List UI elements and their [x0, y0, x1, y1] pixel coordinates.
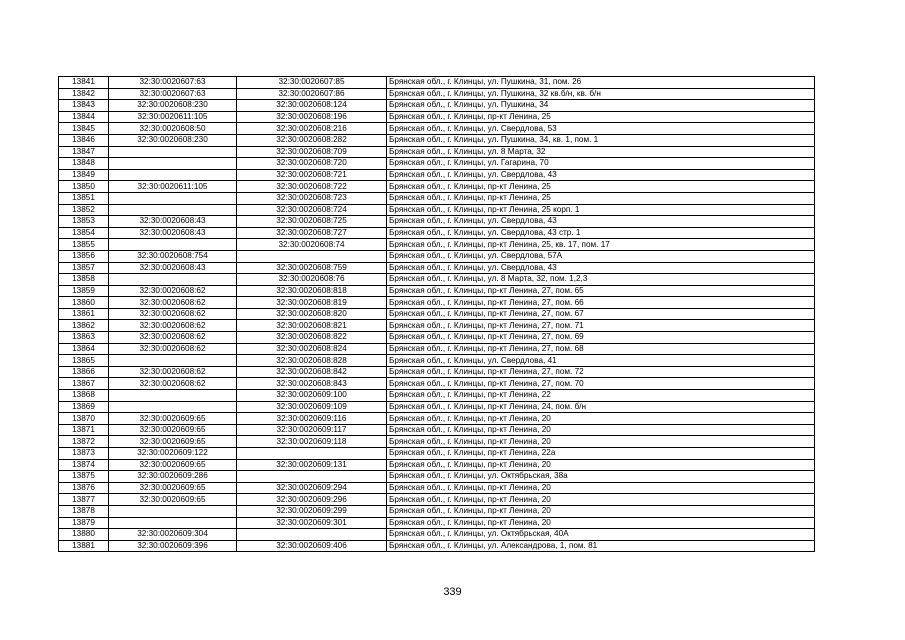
land-cadastral-number-cell: 32:30:0020608:43 [109, 216, 237, 228]
land-cadastral-number-cell: 32:30:0020607:63 [109, 88, 237, 100]
row-number-cell: 13877 [59, 494, 109, 506]
address-cell: Брянская обл., г. Клинцы, пр-кт Ленина, 20 [387, 505, 815, 517]
land-cadastral-number-cell [109, 169, 237, 181]
address-cell: Брянская обл., г. Клинцы, пр-кт Ленина, 25 [387, 181, 815, 193]
row-number-cell: 13841 [59, 77, 109, 89]
address-cell: Брянская обл., г. Клинцы, ул. Свердлова, 43 [387, 216, 815, 228]
table-row [59, 320, 815, 332]
address-cell: Брянская обл., г. Клинцы, пр-кт Ленина, 27, пом. 72 [387, 366, 815, 378]
land-cadastral-number-cell [109, 239, 237, 251]
table-row [59, 366, 815, 378]
land-cadastral-number-cell: 32:30:0020608:43 [109, 227, 237, 239]
object-cadastral-number-cell: 32:30:0020609:117 [237, 424, 387, 436]
row-number-cell: 13853 [59, 216, 109, 228]
row-number-cell: 13854 [59, 227, 109, 239]
table-row [59, 146, 815, 158]
table-row [59, 494, 815, 506]
land-cadastral-number-cell [109, 505, 237, 517]
land-cadastral-number-cell: 32:30:0020609:65 [109, 424, 237, 436]
object-cadastral-number-cell: 32:30:0020608:759 [237, 262, 387, 274]
land-cadastral-number-cell [109, 517, 237, 529]
address-cell: Брянская обл., г. Клинцы, ул. Октябрьская, 40А [387, 529, 815, 541]
row-number-cell: 13850 [59, 181, 109, 193]
object-cadastral-number-cell: 32:30:0020608:828 [237, 355, 387, 367]
table-row [59, 540, 815, 552]
row-number-cell: 13866 [59, 366, 109, 378]
address-cell: Брянская обл., г. Клинцы, пр-кт Ленина, 20 [387, 424, 815, 436]
address-cell: Брянская обл., г. Клинцы, пр-кт Ленина, 27, пом. 66 [387, 297, 815, 309]
table-row [59, 297, 815, 309]
table-row [59, 343, 815, 355]
row-number-cell: 13847 [59, 146, 109, 158]
object-cadastral-number-cell: 32:30:0020609:406 [237, 540, 387, 552]
row-number-cell: 13856 [59, 250, 109, 262]
object-cadastral-number-cell: 32:30:0020608:727 [237, 227, 387, 239]
land-cadastral-number-cell: 32:30:0020609:65 [109, 459, 237, 471]
table-row [59, 239, 815, 251]
object-cadastral-number-cell [237, 529, 387, 541]
row-number-cell: 13874 [59, 459, 109, 471]
object-cadastral-number-cell [237, 471, 387, 483]
row-number-cell: 13873 [59, 448, 109, 460]
table-row [59, 424, 815, 436]
land-cadastral-number-cell [109, 192, 237, 204]
address-cell: Брянская обл., г. Клинцы, пр-кт Ленина, 27, пом. 68 [387, 343, 815, 355]
object-cadastral-number-cell: 32:30:0020609:116 [237, 413, 387, 425]
table-row [59, 77, 815, 89]
page-number: 339 [443, 586, 462, 598]
table-row [59, 517, 815, 529]
object-cadastral-number-cell: 32:30:0020608:822 [237, 332, 387, 344]
row-number-cell: 13843 [59, 100, 109, 112]
object-cadastral-number-cell: 32:30:0020608:724 [237, 204, 387, 216]
address-cell: Брянская обл., г. Клинцы, ул. Гагарина, 70 [387, 158, 815, 170]
land-cadastral-number-cell: 32:30:0020608:62 [109, 378, 237, 390]
land-cadastral-number-cell: 32:30:0020608:62 [109, 320, 237, 332]
table-row [59, 401, 815, 413]
address-cell: Брянская обл., г. Клинцы, пр-кт Ленина, 25 [387, 111, 815, 123]
table-row [59, 88, 815, 100]
address-cell: Брянская обл., г. Клинцы, ул. Пушкина, 31, пом. 26 [387, 77, 815, 89]
land-cadastral-number-cell: 32:30:0020611:105 [109, 181, 237, 193]
table-row [59, 471, 815, 483]
land-cadastral-number-cell: 32:30:0020609:396 [109, 540, 237, 552]
registry-table [58, 76, 815, 552]
land-cadastral-number-cell: 32:30:0020608:62 [109, 308, 237, 320]
address-cell: Брянская обл., г. Клинцы, пр-кт Ленина, 20 [387, 413, 815, 425]
row-number-cell: 13860 [59, 297, 109, 309]
row-number-cell: 13851 [59, 192, 109, 204]
address-cell: Брянская обл., г. Клинцы, ул. Свердлова, 53 [387, 123, 815, 135]
address-cell: Брянская обл., г. Клинцы, пр-кт Ленина, 25 корп. 1 [387, 204, 815, 216]
land-cadastral-number-cell: 32:30:0020608:62 [109, 285, 237, 297]
table-row [59, 111, 815, 123]
table-row [59, 482, 815, 494]
table-row [59, 436, 815, 448]
table-row [59, 308, 815, 320]
address-cell: Брянская обл., г. Клинцы, пр-кт Ленина, 20 [387, 482, 815, 494]
object-cadastral-number-cell: 32:30:0020608:819 [237, 297, 387, 309]
object-cadastral-number-cell: 32:30:0020608:821 [237, 320, 387, 332]
table-row [59, 181, 815, 193]
address-cell: Брянская обл., г. Клинцы, ул. Пушкина, 34 [387, 100, 815, 112]
address-cell: Брянская обл., г. Клинцы, ул. Пушкина, 32 кв.б/н, кв. б/н [387, 88, 815, 100]
row-number-cell: 13858 [59, 274, 109, 286]
table-row [59, 390, 815, 402]
object-cadastral-number-cell: 32:30:0020607:86 [237, 88, 387, 100]
row-number-cell: 13852 [59, 204, 109, 216]
address-cell: Брянская обл., г. Клинцы, пр-кт Ленина, 27, пом. 67 [387, 308, 815, 320]
land-cadastral-number-cell [109, 355, 237, 367]
land-cadastral-number-cell: 32:30:0020609:122 [109, 448, 237, 460]
object-cadastral-number-cell: 32:30:0020609:109 [237, 401, 387, 413]
object-cadastral-number-cell: 32:30:0020609:100 [237, 390, 387, 402]
row-number-cell: 13878 [59, 505, 109, 517]
object-cadastral-number-cell: 32:30:0020609:118 [237, 436, 387, 448]
object-cadastral-number-cell: 32:30:0020609:131 [237, 459, 387, 471]
table-row [59, 332, 815, 344]
table-row [59, 355, 815, 367]
object-cadastral-number-cell [237, 448, 387, 460]
row-number-cell: 13881 [59, 540, 109, 552]
table-row [59, 158, 815, 170]
row-number-cell: 13863 [59, 332, 109, 344]
land-cadastral-number-cell: 32:30:0020608:62 [109, 343, 237, 355]
object-cadastral-number-cell: 32:30:0020609:299 [237, 505, 387, 517]
table-row [59, 262, 815, 274]
land-cadastral-number-cell: 32:30:0020608:62 [109, 366, 237, 378]
object-cadastral-number-cell: 32:30:0020609:301 [237, 517, 387, 529]
object-cadastral-number-cell: 32:30:0020608:721 [237, 169, 387, 181]
table-row [59, 100, 815, 112]
row-number-cell: 13865 [59, 355, 109, 367]
table-row [59, 448, 815, 460]
land-cadastral-number-cell: 32:30:0020608:230 [109, 100, 237, 112]
address-cell: Брянская обл., г. Клинцы, пр-кт Ленина, 25, кв. 17, пом. 17 [387, 239, 815, 251]
land-cadastral-number-cell: 32:30:0020608:62 [109, 332, 237, 344]
table-row [59, 192, 815, 204]
address-cell: Брянская обл., г. Клинцы, ул. 8 Марта, 32, пом. 1,2,3 [387, 274, 815, 286]
object-cadastral-number-cell: 32:30:0020608:818 [237, 285, 387, 297]
address-cell: Брянская обл., г. Клинцы, пр-кт Ленина, 27, пом. 69 [387, 332, 815, 344]
object-cadastral-number-cell: 32:30:0020608:725 [237, 216, 387, 228]
land-cadastral-number-cell: 32:30:0020607:63 [109, 77, 237, 89]
land-cadastral-number-cell [109, 274, 237, 286]
object-cadastral-number-cell: 32:30:0020608:74 [237, 239, 387, 251]
row-number-cell: 13869 [59, 401, 109, 413]
object-cadastral-number-cell: 32:30:0020608:723 [237, 192, 387, 204]
row-number-cell: 13848 [59, 158, 109, 170]
row-number-cell: 13861 [59, 308, 109, 320]
address-cell: Брянская обл., г. Клинцы, пр-кт Ленина, 27, пом. 70 [387, 378, 815, 390]
address-cell: Брянская обл., г. Клинцы, пр-кт Ленина, 22а [387, 448, 815, 460]
row-number-cell: 13876 [59, 482, 109, 494]
row-number-cell: 13868 [59, 390, 109, 402]
registry-table-body [59, 77, 815, 552]
row-number-cell: 13870 [59, 413, 109, 425]
land-cadastral-number-cell: 32:30:0020608:230 [109, 134, 237, 146]
land-cadastral-number-cell: 32:30:0020609:65 [109, 482, 237, 494]
row-number-cell: 13859 [59, 285, 109, 297]
address-cell: Брянская обл., г. Клинцы, пр-кт Ленина, 27, пом. 71 [387, 320, 815, 332]
table-row [59, 285, 815, 297]
row-number-cell: 13880 [59, 529, 109, 541]
object-cadastral-number-cell: 32:30:0020608:722 [237, 181, 387, 193]
table-row [59, 123, 815, 135]
address-cell: Брянская обл., г. Клинцы, ул. Свердлова, 43 [387, 169, 815, 181]
object-cadastral-number-cell: 32:30:0020608:216 [237, 123, 387, 135]
object-cadastral-number-cell: 32:30:0020608:196 [237, 111, 387, 123]
row-number-cell: 13845 [59, 123, 109, 135]
object-cadastral-number-cell: 32:30:0020607:85 [237, 77, 387, 89]
row-number-cell: 13857 [59, 262, 109, 274]
row-number-cell: 13867 [59, 378, 109, 390]
table-row [59, 529, 815, 541]
table-row [59, 378, 815, 390]
land-cadastral-number-cell [109, 146, 237, 158]
row-number-cell: 13855 [59, 239, 109, 251]
address-cell: Брянская обл., г. Клинцы, пр-кт Ленина, 25 [387, 192, 815, 204]
address-cell: Брянская обл., г. Клинцы, пр-кт Ленина, 20 [387, 517, 815, 529]
object-cadastral-number-cell: 32:30:0020608:720 [237, 158, 387, 170]
address-cell: Брянская обл., г. Клинцы, ул. 8 Марта, 32 [387, 146, 815, 158]
row-number-cell: 13846 [59, 134, 109, 146]
table-row [59, 459, 815, 471]
address-cell: Брянская обл., г. Клинцы, пр-кт Ленина, 27, пом. 65 [387, 285, 815, 297]
table-row [59, 274, 815, 286]
land-cadastral-number-cell: 32:30:0020611:105 [109, 111, 237, 123]
object-cadastral-number-cell: 32:30:0020608:709 [237, 146, 387, 158]
row-number-cell: 13872 [59, 436, 109, 448]
object-cadastral-number-cell: 32:30:0020609:296 [237, 494, 387, 506]
row-number-cell: 13871 [59, 424, 109, 436]
table-row [59, 413, 815, 425]
address-cell: Брянская обл., г. Клинцы, ул. Свердлова, 57А [387, 250, 815, 262]
land-cadastral-number-cell: 32:30:0020608:62 [109, 297, 237, 309]
land-cadastral-number-cell: 32:30:0020609:286 [109, 471, 237, 483]
row-number-cell: 13875 [59, 471, 109, 483]
table-row [59, 227, 815, 239]
address-cell: Брянская обл., г. Клинцы, пр-кт Ленина, 20 [387, 459, 815, 471]
land-cadastral-number-cell: 32:30:0020609:65 [109, 436, 237, 448]
row-number-cell: 13879 [59, 517, 109, 529]
object-cadastral-number-cell: 32:30:0020608:842 [237, 366, 387, 378]
object-cadastral-number-cell: 32:30:0020608:76 [237, 274, 387, 286]
address-cell: Брянская обл., г. Клинцы, ул. Свердлова, 41 [387, 355, 815, 367]
address-cell: Брянская обл., г. Клинцы, ул. Свердлова, 43 стр. 1 [387, 227, 815, 239]
table-row [59, 216, 815, 228]
row-number-cell: 13862 [59, 320, 109, 332]
address-cell: Брянская обл., г. Клинцы, ул. Пушкина, 34, кв. 1, пом. 1 [387, 134, 815, 146]
address-cell: Брянская обл., г. Клинцы, ул. Октябрьская, 38а [387, 471, 815, 483]
object-cadastral-number-cell: 32:30:0020608:282 [237, 134, 387, 146]
row-number-cell: 13864 [59, 343, 109, 355]
land-cadastral-number-cell: 32:30:0020608:754 [109, 250, 237, 262]
table-row [59, 250, 815, 262]
land-cadastral-number-cell: 32:30:0020608:50 [109, 123, 237, 135]
table-row [59, 204, 815, 216]
land-cadastral-number-cell [109, 158, 237, 170]
object-cadastral-number-cell: 32:30:0020608:124 [237, 100, 387, 112]
land-cadastral-number-cell [109, 401, 237, 413]
row-number-cell: 13849 [59, 169, 109, 181]
land-cadastral-number-cell [109, 204, 237, 216]
address-cell: Брянская обл., г. Клинцы, ул. Александрова, 1, пом. 81 [387, 540, 815, 552]
address-cell: Брянская обл., г. Клинцы, пр-кт Ленина, 20 [387, 436, 815, 448]
object-cadastral-number-cell: 32:30:0020609:294 [237, 482, 387, 494]
land-cadastral-number-cell: 32:30:0020609:65 [109, 494, 237, 506]
land-cadastral-number-cell [109, 390, 237, 402]
address-cell: Брянская обл., г. Клинцы, пр-кт Ленина, 24, пом. б/н [387, 401, 815, 413]
address-cell: Брянская обл., г. Клинцы, пр-кт Ленина, 20 [387, 494, 815, 506]
object-cadastral-number-cell: 32:30:0020608:843 [237, 378, 387, 390]
table-row [59, 169, 815, 181]
land-cadastral-number-cell: 32:30:0020608:43 [109, 262, 237, 274]
row-number-cell: 13844 [59, 111, 109, 123]
land-cadastral-number-cell: 32:30:0020609:304 [109, 529, 237, 541]
table-row [59, 505, 815, 517]
row-number-cell: 13842 [59, 88, 109, 100]
object-cadastral-number-cell: 32:30:0020608:820 [237, 308, 387, 320]
object-cadastral-number-cell [237, 250, 387, 262]
object-cadastral-number-cell: 32:30:0020608:824 [237, 343, 387, 355]
address-cell: Брянская обл., г. Клинцы, ул. Свердлова, 43 [387, 262, 815, 274]
address-cell: Брянская обл., г. Клинцы, пр-кт Ленина, 22 [387, 390, 815, 402]
land-cadastral-number-cell: 32:30:0020609:65 [109, 413, 237, 425]
table-row [59, 134, 815, 146]
